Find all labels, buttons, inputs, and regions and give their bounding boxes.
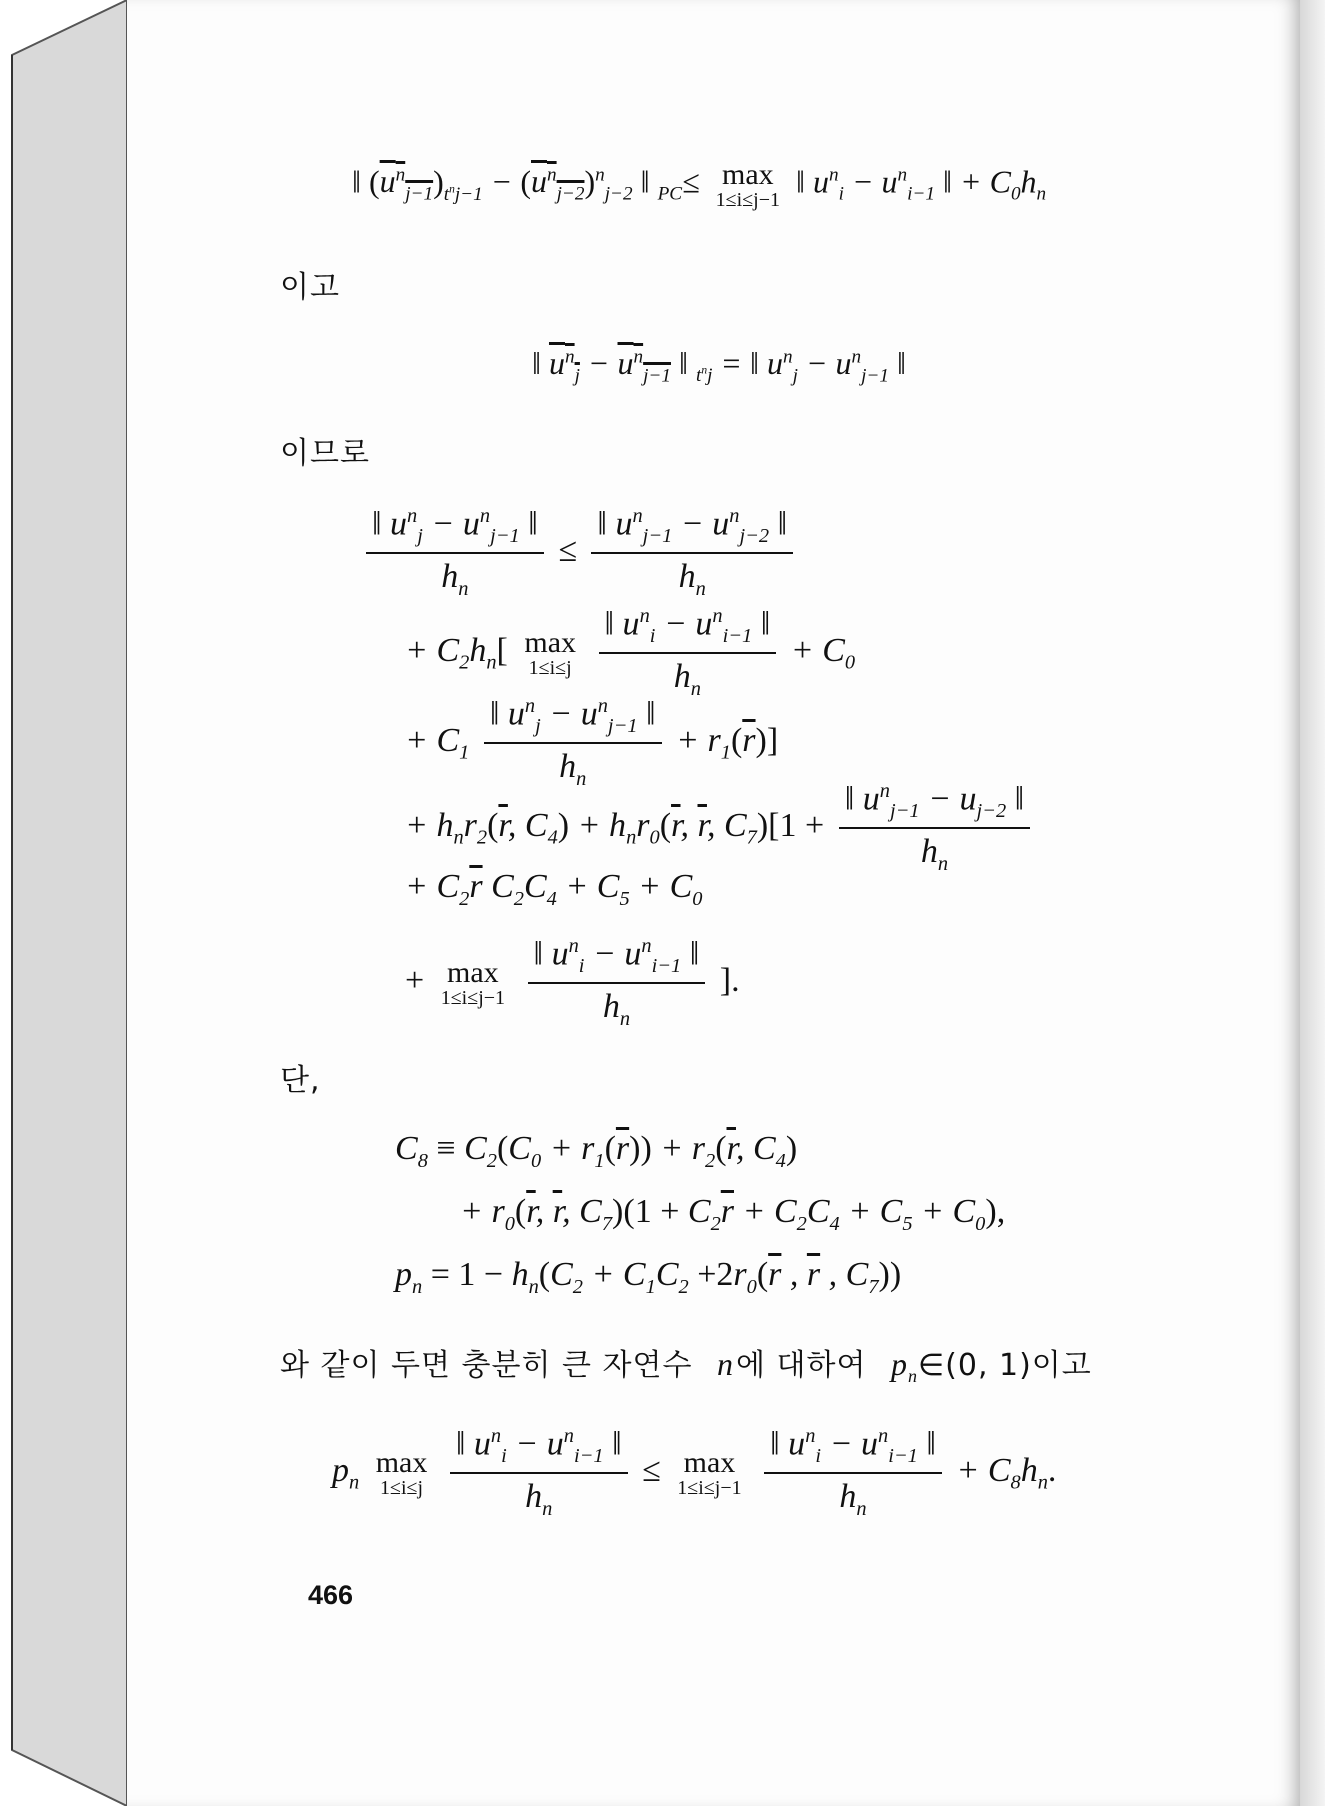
korean-imeuro: 이므로 bbox=[280, 436, 370, 471]
equation-3-line-2: + $C_2h_n$[ max 1≤i≤j $\frac{‖ u^n_i - u^n_{i-1} ‖}{h_n}$ + $C_0$ bbox=[405, 605, 856, 700]
equation-2: ‖ $u^n_j - u^n_{j-1}$ ‖ $_{t^nj}$ = ‖ $u^n_j - u^n_{j-1}$ ‖ bbox=[532, 345, 906, 387]
conclusion-pn: p bbox=[891, 1346, 909, 1382]
conclusion-suffix: ∈(0, 1)이고 bbox=[918, 1348, 1092, 1383]
equation-3-line-1: $\frac{‖ u^n_j - u^n_{j-1} ‖}{h_n}$ ≤ $\frac{‖ u^n_{j-1} - u^n_{j-2} ‖}{h_n}$ bbox=[360, 505, 799, 601]
conclusion-n: n bbox=[717, 1346, 734, 1382]
conclusion-prefix: 와 같이 두면 충분히 큰 자연수 bbox=[280, 1348, 693, 1383]
equation-3-line-3: + $C_1$ $\frac{‖ u^n_j - u^n_{j-1} ‖}{h_n}$ + $r_1(\overline{r})$] bbox=[405, 695, 779, 790]
conclusion-mid: 에 대하여 bbox=[736, 1348, 867, 1383]
equation-1: ‖ $(u^n_{j-1})_{t^nj-1} - (u^n_{j-2})^n_{j-2}$ ‖ $_{PC}$≤ max 1≤i≤j−1 ‖ $u^n_i - u^n_{i-1}$ ‖ + $C_0h_n$ bbox=[352, 158, 1047, 211]
equation-3-line-6: + max 1≤i≤j−1 $\frac{‖ u^n_i - u^n_{i-1} ‖}{h_n}$ ]. bbox=[405, 935, 740, 1030]
conclusion-sentence: 와 같이 두면 충분히 큰 자연수 n에 대하여 $p_n\in(0$, 1)이고 bbox=[280, 1346, 1092, 1386]
korean-dan: 단, bbox=[280, 1063, 321, 1098]
equation-3-line-5: + $C_2\overline{r}$ $C_2C_4 + C_5 + C_0$ bbox=[405, 868, 703, 910]
equation-c8-line-2: + $r_0(\overline{r}$, $\overline{r}$, $C_7)(1 + C_2\overline{r} + C_2C_4 + C_5 + C_0)$, bbox=[460, 1193, 1006, 1235]
equation-c8-line-1: $C_8 \equiv C_2(C_0 + r_1(\overline{r})) + r_2(\overline{r}$, $C_4$) bbox=[395, 1130, 798, 1172]
equation-pn: $p_n = 1 - h_n(C_2 + C_1C_2 +2r_0(\overline{r}$ , $\overline{r}$ , $C_7$)) bbox=[395, 1256, 902, 1298]
equation-final: $p_n$ max 1≤i≤j $\frac{‖ u^n_i - u^n_{i-1} ‖}{h_n}$ ≤ max 1≤i≤j−1 $\frac{‖ u^n_i - u^n_{i-1} ‖}{h_n}$ + $C_8h_n$. bbox=[332, 1425, 1057, 1520]
page-number: 466 bbox=[308, 1580, 354, 1610]
page-right-edge bbox=[1300, 0, 1325, 1806]
korean-igo: 이고 bbox=[280, 270, 340, 305]
equation-3-line-4: + $h_nr_2(\overline{r}$, $C_4) + h_nr_0(\overline{r}$, $\overline{r}$, $C_7)[1$ + $\frac{‖ u^n_{j-1} - u_{j-2} ‖}{h_n}$ bbox=[405, 780, 1036, 876]
